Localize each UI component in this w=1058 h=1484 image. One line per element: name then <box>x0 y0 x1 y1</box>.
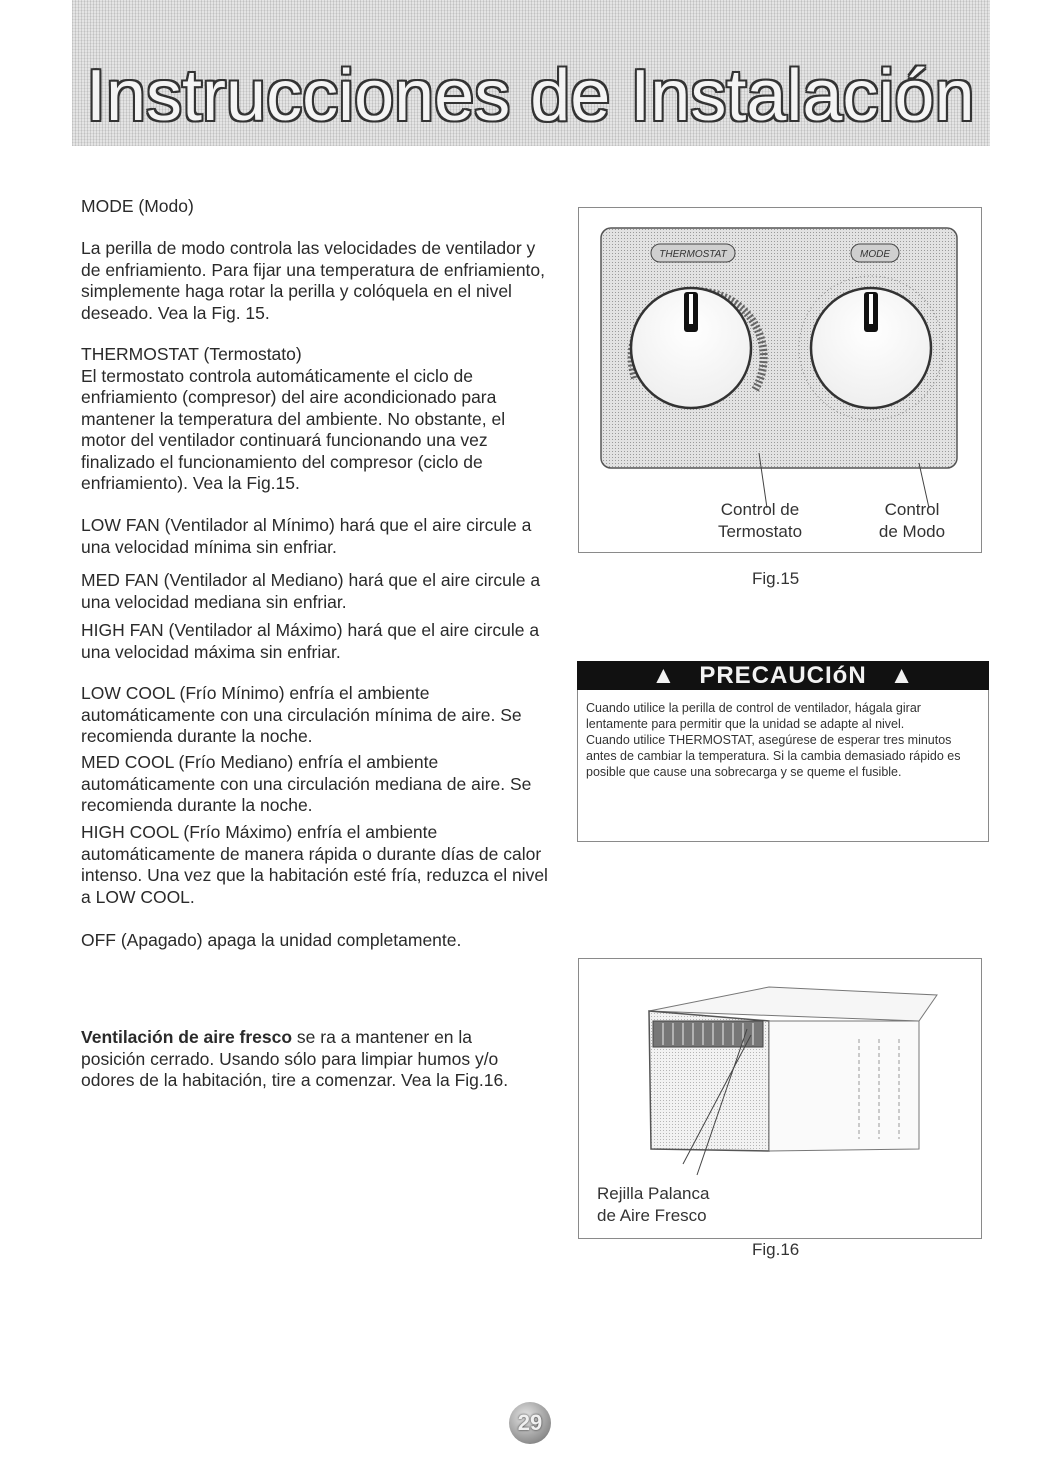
low-fan-text: LOW FAN (Ventilador al Mínimo) hará que el aire circule a una velocidad mínima sin enfriar. <box>81 515 532 557</box>
high-cool-text: HIGH COOL (Frío Máximo) enfría el ambiente automáticamente de manera rápida o durante días de calor intenso. Una vez que la habitación esté fría, reduzca el nivel a LOW COOL. <box>81 822 548 907</box>
caution-title: PRECAUCIóN <box>699 662 867 689</box>
caution-header <box>577 661 989 690</box>
caution-box <box>577 690 989 842</box>
thermostat-section <box>81 344 551 495</box>
header-banner <box>72 0 990 146</box>
fig15-caption: Fig.15 <box>752 569 800 588</box>
fig16-caption: Fig.16 <box>752 1240 800 1259</box>
mode-panel-label: MODE <box>860 249 890 260</box>
low-cool-text: LOW COOL (Frío Mínimo) enfría el ambiente automáticamente con una circulación mínima de aire. Se recomienda durante la noche. <box>81 683 522 746</box>
fresh-air-rest: se ra a mantener en la posición cerrado. Usando sólo para limpiar humos y/o odores de la habitación, tire a comenzar. Vea la Fig.16. <box>81 1027 509 1090</box>
thermostat-heading: THERMOSTAT (Termostato) <box>81 344 302 364</box>
off-text: OFF (Apagado) apaga la unidad completamente. <box>81 930 462 950</box>
fresh-air-lever-label: Rejilla Palanca de Aire Fresco <box>597 1184 710 1225</box>
thermostat-panel-label: THERMOSTAT <box>659 249 727 260</box>
warning-icon: ▲ <box>889 662 915 689</box>
med-cool-text: MED COOL (Frío Mediano) enfría el ambiente automáticamente con una circulación mediana de aire. Se recomienda durante la noche. <box>81 752 532 815</box>
mode-heading: MODE (Modo) <box>81 196 194 216</box>
fresh-air-text <box>81 1027 521 1092</box>
fresh-air-bold: Ventilación de aire fresco <box>81 1027 293 1047</box>
caution-paragraph-1: Cuando utilice la perilla de control de ventilador, hágala girar lentamente para permitir que la unidad se adapte al nivel. <box>586 701 921 731</box>
fig16-box <box>578 958 982 1239</box>
high-fan-text: HIGH FAN (Ventilador al Máximo) hará que el aire circule a una velocidad máxima sin enfriar. <box>81 620 540 662</box>
thermostat-control-label: Control de Termostato <box>717 500 803 541</box>
mode-description: La perilla de modo controla las velocidades de ventilador y de enfriamiento. Para fijar una temperatura de enfriamiento, simplemente haga rotar la perilla y colóquela en el nivel deseado. Vea la Fig. 15. <box>81 238 546 323</box>
mode-control-label: Control de Modo <box>878 500 946 541</box>
thermostat-description: El termostato controla automáticamente el ciclo de enfriamiento (compresor) del aire acondicionado para mantener la temperatura del ambiente. No obstante, el motor del ventilador continuará funcionando una vez finalizado el funcionamiento del compresor (ciclo de enfriamiento). Vea la Fig.15. <box>81 365 506 493</box>
caution-paragraph-2: Cuando utilice THERMOSTAT, asegúrese de esperar tres minutos antes de cambiar la temperatura. Si la cambia demasiado rápido es posible que cause una sobrecarga y se queme el fusible. <box>586 733 961 779</box>
page-title: Instrucciones de Instalación <box>86 56 975 136</box>
page-number-badge: 29 <box>509 1402 551 1444</box>
warning-icon: ▲ <box>651 662 677 689</box>
med-fan-text: MED FAN (Ventilador al Mediano) hará que el aire circule a una velocidad mediana sin enfriar. <box>81 570 541 612</box>
fig15-box <box>578 207 982 553</box>
